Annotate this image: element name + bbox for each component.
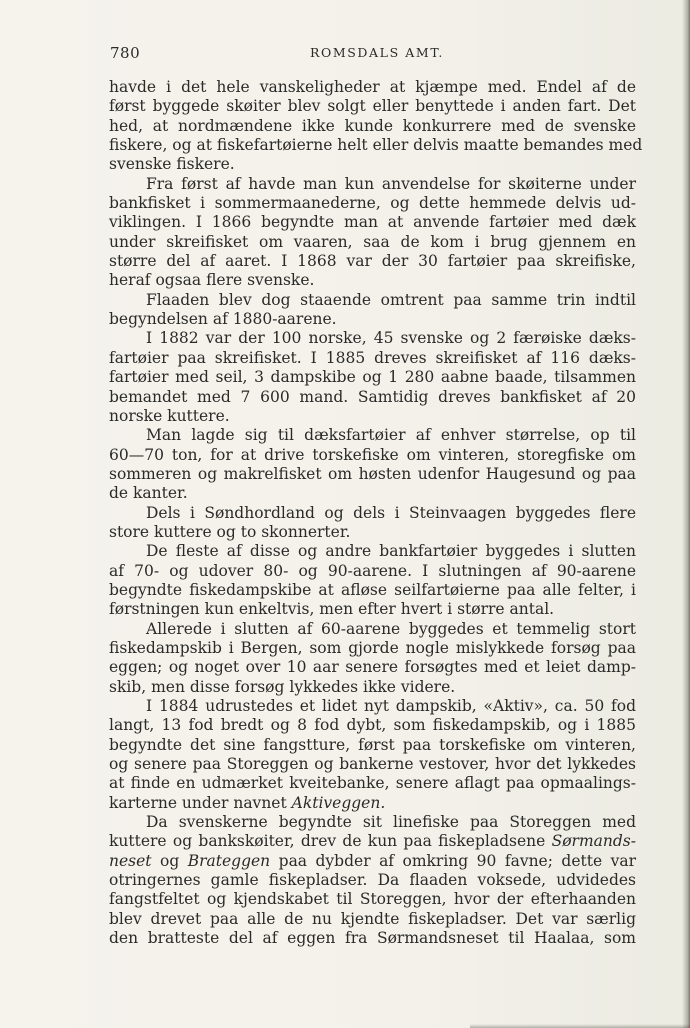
text-fragment: karterne under navnet <box>109 793 287 812</box>
italic-place-name: Aktiveggen. <box>291 793 386 812</box>
italic-place-name: neset <box>109 851 152 870</box>
text-line: den bratteste del af eggen fra Sørmandsneset til Haalaa, som <box>109 929 636 948</box>
text-line: under skreifisket om vaaren, saa de kom i brug gjennem en <box>109 232 636 251</box>
text-line: at finde en udmærket kveitebanke, senere aflagt paa opmaalings- <box>109 774 636 793</box>
text-line: Allerede i slutten af 60-aarene byggedes et temmelig stort <box>146 619 636 638</box>
text-line: svenske fiskere. <box>109 155 235 174</box>
italic-place-name: Sørmands- <box>551 832 636 851</box>
text-line: større del af aaret. I 1868 var der 30 fartøier paa skreifiske, <box>109 252 636 271</box>
text-line: otringernes gamle fiskepladser. Da flaaden voksede, udvidedes <box>109 871 636 890</box>
text-line: 60—70 ton, for at drive torskefiske om vinteren, storegfiske om <box>109 445 636 464</box>
text-line: norske kuttere. <box>109 406 230 425</box>
body-text <box>109 78 643 948</box>
text-line: begyndte fiskedampskibe at afløse seilfartøierne paa alle felter, i <box>109 580 636 599</box>
text-fragment: kuttere og bankskøiter, drev de kun paa fiskepladsene <box>109 832 546 851</box>
text-line: Man lagde sig til dæksfartøier af enhver størrelse, op til <box>146 426 636 445</box>
text-line: fartøier med seil, 3 dampskibe og 1 280 aabne baade, tilsammen <box>109 368 636 387</box>
text-line: blev drevet paa alle de nu kjendte fiskepladser. Det var særlig <box>109 909 636 928</box>
text-line: fartøier paa skreifisket. I 1885 dreves skreifisket af 116 dæks- <box>109 348 636 367</box>
text-line: Da svenskerne begyndte sit linefiske paa Storeggen med <box>146 813 636 832</box>
page-edge-shadow <box>682 0 690 1028</box>
text-line: bankfisket i sommermaanederne, og dette hemmede delvis ud- <box>109 194 636 213</box>
text-line <box>109 852 636 871</box>
page-bottom-shadow <box>470 1024 690 1028</box>
text-line: fiskere, og at fiskefartøierne helt eller delvis maatte bemandes med <box>109 136 643 155</box>
text-line: I 1882 var der 100 norske, 45 svenske og 2 færøiske dæks- <box>146 329 636 348</box>
page-header <box>110 44 636 66</box>
text-line: først byggede skøiter blev solgt eller benyttede i anden fart. Det <box>109 97 636 116</box>
text-line: sommeren og makrelfisket om høsten udenfor Haugesund og paa <box>109 464 636 483</box>
text-line: Dels i Søndhordland og dels i Steinvaagen byggedes flere <box>146 503 636 522</box>
text-line: langt, 13 fod bredt og 8 fod dybt, som fiskedampskib, og i 1885 <box>109 716 636 735</box>
text-line: og senere paa Storeggen og bankerne vestover, hvor det lykkedes <box>109 755 636 774</box>
page-number: 780 <box>110 44 141 62</box>
text-line: de kanter. <box>109 484 188 503</box>
text-line: begyndte det sine fangstture, først paa torskefiske om vinteren, <box>109 735 636 754</box>
text-line <box>109 832 636 851</box>
text-line: hed, at nordmændene ikke kunde konkurrere med de svenske <box>109 116 636 135</box>
italic-place-name: Brateggen <box>187 851 271 870</box>
text-line: Flaaden blev dog staaende omtrent paa samme trin indtil <box>146 290 636 309</box>
text-line: førstningen kun enkeltvis, men efter hvert i større antal. <box>109 600 555 619</box>
text-line: De fleste af disse og andre bankfartøier byggedes i slutten <box>146 542 636 561</box>
text-line: store kuttere og to skonnerter. <box>109 522 351 541</box>
text-line <box>109 794 636 813</box>
text-line: havde i det hele vanskeligheder at kjæmpe med. Endel af de <box>109 78 636 96</box>
text-line: eggen; og noget over 10 aar senere forsøgtes med et leiet damp- <box>109 658 636 677</box>
text-line: fangstfeltet og kjendskabet til Storeggen, hvor der efterhaanden <box>109 890 636 909</box>
running-head: ROMSDALS AMT. <box>310 45 445 60</box>
text-line: I 1884 udrustedes et lidet nyt dampskib, «Aktiv», ca. 50 fod <box>146 697 636 715</box>
text-line: af 70- og udover 80- og 90-aarene. I slutningen af 90-aarene <box>109 561 636 580</box>
text-line: fiskedampskib i Bergen, som gjorde nogle mislykkede forsøg paa <box>109 638 636 657</box>
text-line: viklingen. I 1866 begyndte man at anvende fartøier med dæk <box>109 213 636 232</box>
text-line: bemandet med 7 600 mand. Samtidig dreves bankfisket af 20 <box>109 387 636 406</box>
text-fragment: og <box>159 851 180 870</box>
text-line: Fra først af havde man kun anvendelse for skøiterne under <box>146 174 636 193</box>
text-line: heraf ogsaa flere svenske. <box>109 271 315 290</box>
text-fragment: paa dybder af omkring 90 favne; dette var <box>278 851 636 870</box>
text-line: begyndelsen af 1880-aarene. <box>109 310 337 329</box>
text-line: skib, men disse forsøg lykkedes ikke videre. <box>109 677 456 696</box>
